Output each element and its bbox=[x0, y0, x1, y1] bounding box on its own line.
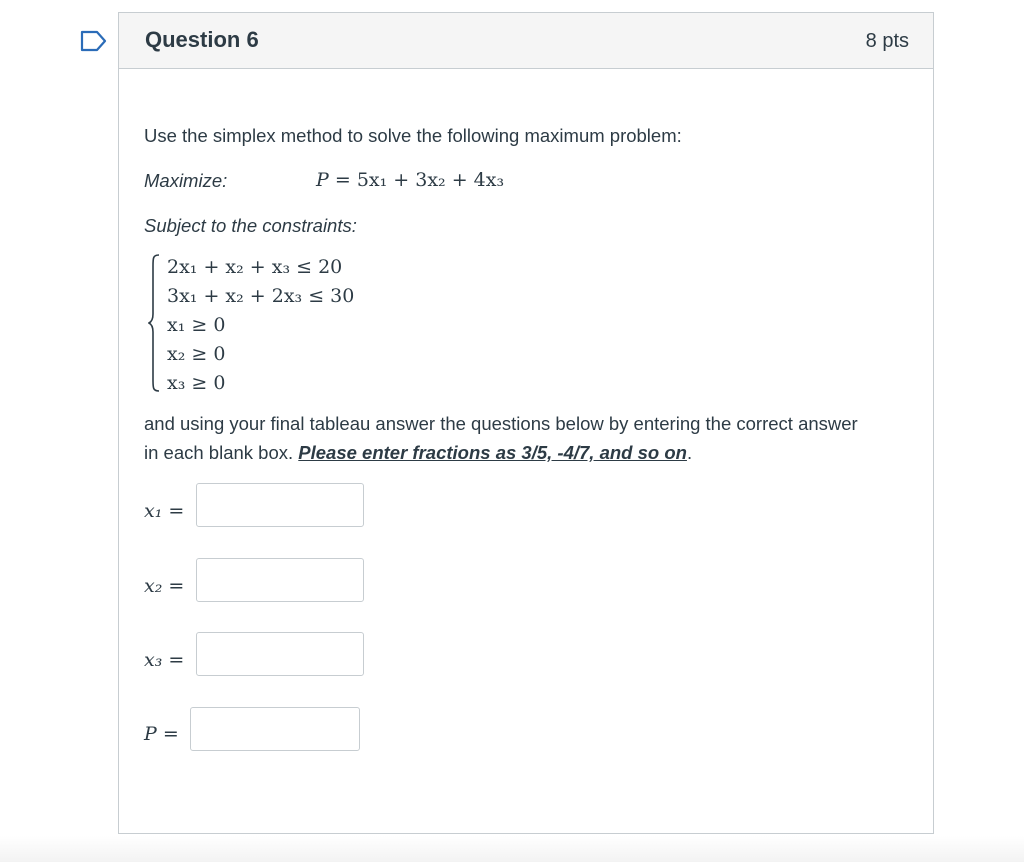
constraint-4: x₂ ≥ 0 bbox=[167, 343, 226, 365]
answer-label-x2: x₂ = bbox=[144, 575, 185, 597]
fraction-format-note: Please enter fractions as 3/5, -4/7, and so on bbox=[298, 442, 687, 463]
constraint-3: x₁ ≥ 0 bbox=[167, 314, 226, 336]
question-title: Question 6 bbox=[145, 27, 259, 52]
question-intro: Use the simplex method to solve the following maximum problem: bbox=[144, 125, 682, 146]
instructions-line-2 bbox=[144, 442, 692, 464]
answer-input-p[interactable] bbox=[190, 707, 360, 751]
answer-label-x1: x₁ = bbox=[144, 500, 185, 522]
objective-rhs: 5x₁ + 3x₂ + 4x₃ bbox=[356, 169, 505, 191]
question-header bbox=[119, 13, 933, 69]
constraint-1: 2x₁ + x₂ + x₃ ≤ 20 bbox=[167, 256, 343, 278]
objective-function bbox=[316, 169, 504, 191]
objective-equals: = bbox=[334, 169, 357, 191]
question-points: 8 pts bbox=[865, 30, 909, 52]
maximize-label: Maximize: bbox=[144, 170, 228, 191]
answer-input-x3[interactable] bbox=[196, 632, 364, 676]
instructions-suffix: . bbox=[686, 442, 693, 463]
answer-label-x3: x₃ = bbox=[144, 649, 185, 671]
page-bottom-shade bbox=[0, 836, 1024, 862]
constraints-label: Subject to the constraints: bbox=[144, 215, 357, 236]
answer-input-x1[interactable] bbox=[196, 483, 364, 527]
instructions-prefix: in each blank box. bbox=[144, 442, 294, 463]
constraint-2: 3x₁ + x₂ + 2x₃ ≤ 30 bbox=[167, 285, 355, 307]
instructions-line-1: and using your final tableau answer the questions below by entering the correct answer bbox=[144, 413, 858, 434]
answer-input-x2[interactable] bbox=[196, 558, 364, 602]
objective-lhs: P bbox=[316, 169, 329, 191]
answer-label-p: P = bbox=[144, 723, 179, 745]
bookmark-flag-icon[interactable] bbox=[80, 29, 108, 53]
constraint-5: x₃ ≥ 0 bbox=[167, 372, 226, 394]
constraints-brace bbox=[148, 254, 160, 392]
